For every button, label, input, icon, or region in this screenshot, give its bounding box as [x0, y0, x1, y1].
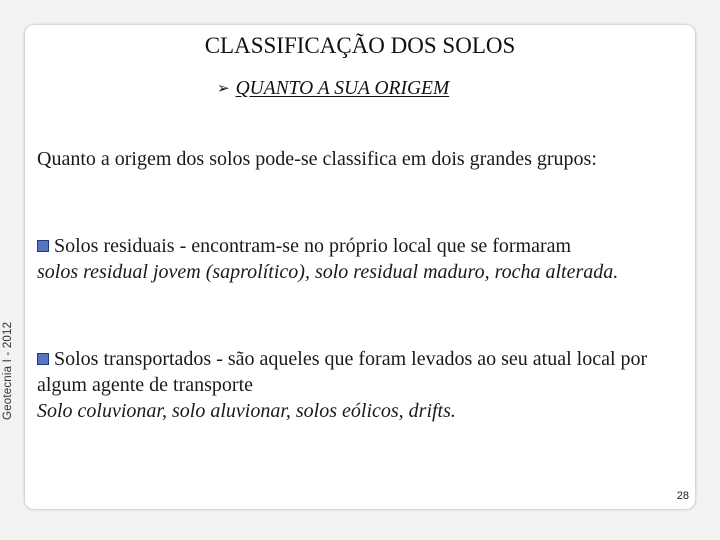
arrow-right-icon: ➢ [217, 79, 230, 97]
item-body: encontram-se no próprio local que se formaram [191, 235, 572, 257]
square-bullet-icon [37, 353, 49, 365]
item-examples: Solo coluvionar, solo aluvionar, solos eólicos, drifts. [37, 400, 456, 422]
subtitle [217, 78, 449, 100]
item-head: Solos residuais [54, 235, 175, 257]
square-bullet-icon [37, 240, 49, 252]
item-separator: - [174, 235, 192, 257]
list-item-residual [37, 233, 697, 285]
list-item-transported [37, 346, 697, 424]
item-examples: solos residual jovem (saprolítico), solo residual maduro, rocha alterada. [37, 261, 619, 283]
intro-paragraph: Quanto a origem dos solos pode-se classifica em dois grandes grupos: [37, 148, 597, 170]
side-label: Geotecnia I - 2012 [2, 321, 14, 420]
slide-title: CLASSIFICAÇÃO DOS SOLOS [204, 33, 516, 58]
subtitle-text: QUANTO A SUA ORIGEM [235, 78, 450, 99]
item-body: são aqueles que foram levados ao seu atual local por algum agente de transporte [37, 348, 648, 396]
item-separator: - [211, 348, 228, 370]
item-head: Solos transportados [54, 348, 212, 370]
page-number: 28 [676, 490, 689, 502]
